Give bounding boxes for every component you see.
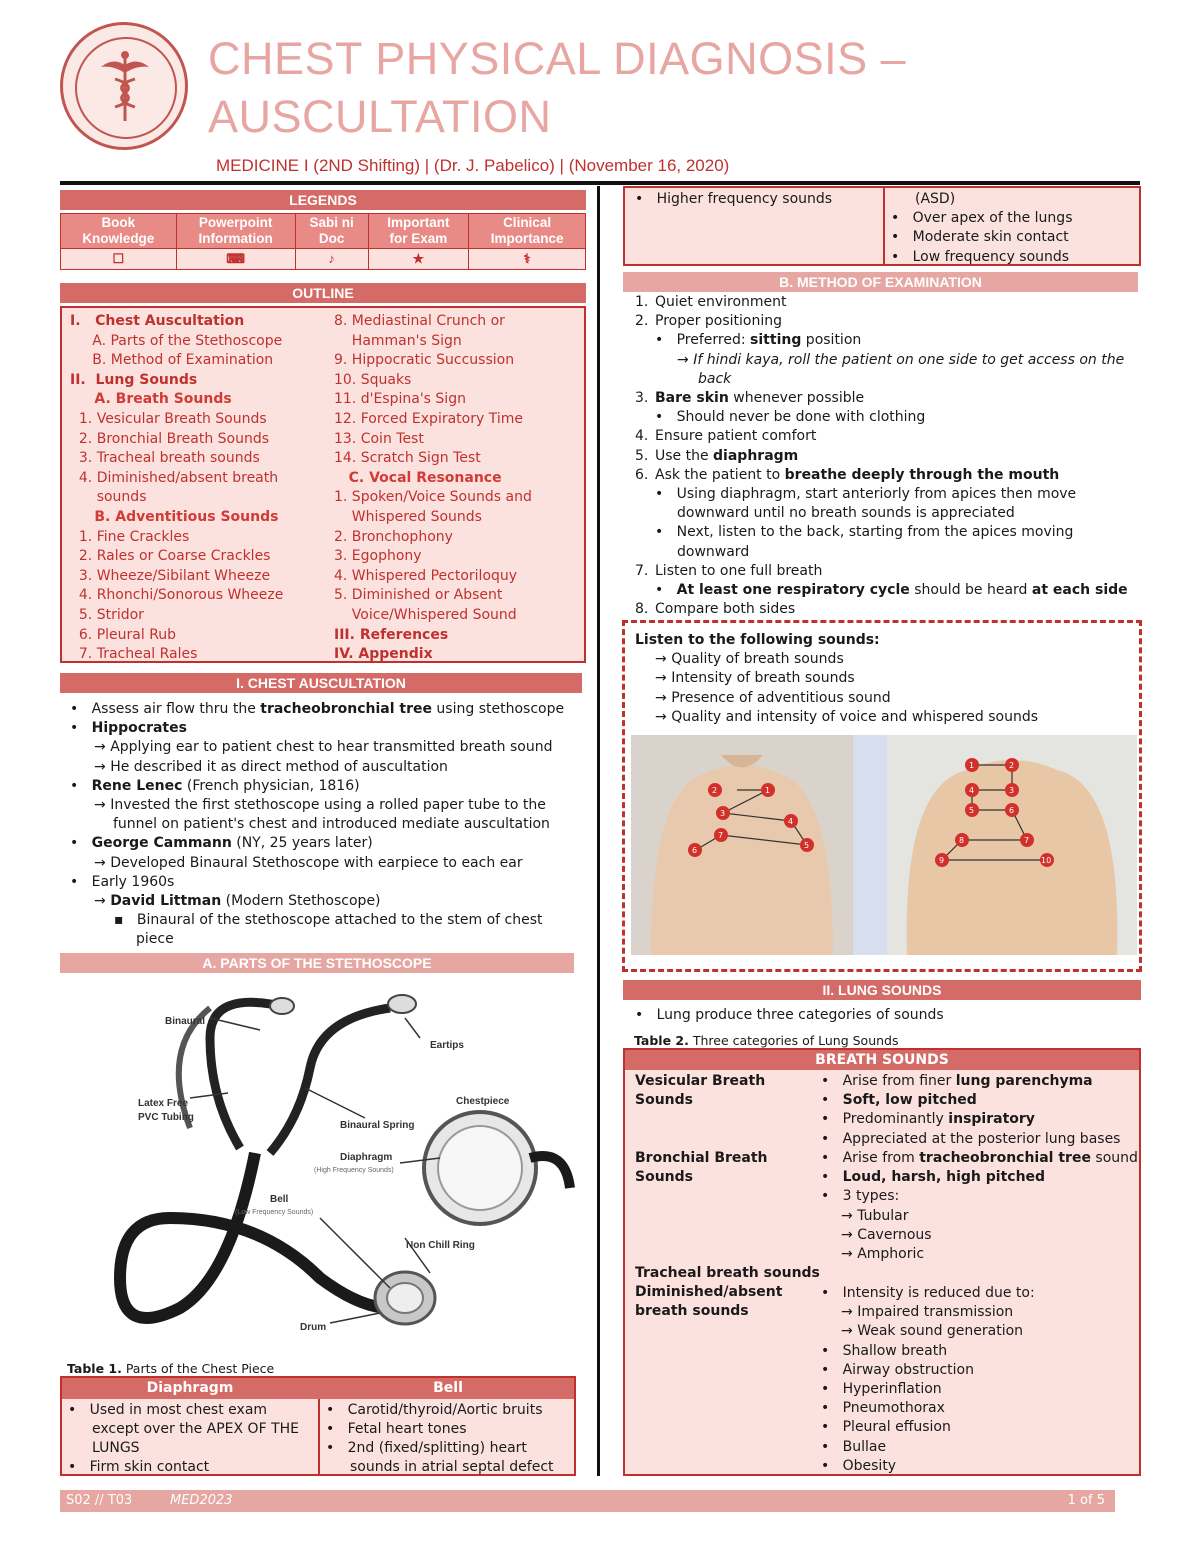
table1 [60,1376,576,1476]
list-item: → David Littman (Modern Stethoscope) [94,893,381,910]
table1-diaphragm-cell: • Used in most chest exam except over the APEX OF THE LUNGS • Firm skin contact [68,1402,299,1475]
outline-item: 6. Pleural Rub [70,626,177,643]
keyboard-icon: ⌨ [176,249,295,270]
legend-powerpoint: Powerpoint Information [176,214,295,249]
label-diaphragm: Diaphragm [340,1152,393,1163]
outline-left-column [70,312,328,665]
list-item: → Quality of breath sounds [655,651,844,668]
table2-bronchial-label: Bronchial Breath Sounds [635,1150,768,1186]
list-item: 8. Compare both sides [635,601,796,618]
back-label-10: 10 [1041,856,1052,865]
outline-item: B. Adventitious Sounds [70,508,279,525]
method-body [635,293,1135,619]
table1-cont-divider [883,188,885,264]
outline-item: 3. Egophony [334,548,422,565]
outline-item: 1. Spoken/Voice Sounds and [334,489,532,506]
list-item: → If hindi kaya, roll the patient on one side to get access on the [677,351,1125,368]
back-label-2: 2 [1009,761,1015,770]
outline-item: 4. Whispered Pectoriloquy [334,567,518,584]
table2-bronchial-cell: • Arise from tracheobronchial tree sound • Loud, harsh, high pitched • 3 types: → Tubular → Cavernous → Amphoric [821,1150,1138,1263]
list-item: → Presence of adventitious sound [655,689,891,706]
list-item: downward until no breath sounds is appreciated [677,505,1015,522]
chest-auscultation-body [70,700,570,950]
outline-title: OUTLINE [60,283,586,303]
column-divider [597,186,600,1476]
caduceus-small-icon: ⚕ [469,249,586,270]
back-label-4: 4 [969,786,975,795]
list-item: → He described it as direct method of auscultation [94,758,448,775]
listen-box [622,620,1142,972]
outline-item: 5. Diminished or Absent [334,587,503,604]
list-item: • At least one respiratory cycle should be heard at each side [655,582,1128,599]
school-logo [60,22,188,150]
page-title: CHEST PHYSICAL DIAGNOSIS – AUSCULTATION [208,33,907,142]
list-item: → Developed Binaural Stethoscope with earpiece to each ear [94,854,523,871]
outline-item: 11. d'Espina's Sign [334,391,466,408]
list-item: → Invested the first stethoscope using a rolled paper tube to the [94,797,546,814]
footer-code: S02 // T03 [66,1493,133,1508]
list-item: • Rene Lenec (French physician, 1816) [70,777,360,794]
footer-batch: MED2023 [170,1493,233,1508]
outline-item: 1. Fine Crackles [70,528,190,545]
legends-table [60,213,586,270]
legend-sabi-ni-doc: Sabi ni Doc [295,214,368,249]
label-non-chill-ring: Non Chill Ring [406,1240,475,1251]
outline-item: sounds [70,489,147,506]
outline-item: IV. Appendix [334,646,433,663]
label-eartips: Eartips [430,1040,464,1051]
outline-item: 2. Bronchophony [334,528,453,545]
table2-vesicular-label: Vesicular Breath Sounds [635,1073,766,1109]
outline-item: 2. Bronchial Breath Sounds [70,430,270,447]
outline-item: Hamman's Sign [334,332,462,349]
list-item: • Next, listen to the back, starting from the apices moving [655,524,1074,541]
image-gap [853,735,887,955]
front-label-1: 1 [765,786,771,795]
back-label-6: 6 [1009,806,1015,815]
header-rule [60,181,1140,185]
front-label-6: 6 [692,846,698,855]
list-item: downward [677,543,750,560]
book-icon: ☐ [61,249,177,270]
listen-list: Listen to the following sounds: → Quality of breath sounds → Intensity of breath sounds → Presence of adventitious sound → Quality and intensity of voice and whispered sounds [635,631,1135,727]
list-item: 5. Use the diaphragm [635,447,799,464]
front-label-2: 2 [712,786,718,795]
table1-cont-bell: (ASD) • Over apex of the lungs • Moderate skin contact • Low frequency sounds [891,191,1073,265]
back-label-7: 7 [1024,836,1030,845]
stethoscope-diagram [60,978,576,1358]
star-icon: ★ [368,249,469,270]
back-label-1: 1 [969,761,975,770]
list-item: 7. Listen to one full breath [635,562,823,579]
anterior-chest-image [631,735,853,955]
outline-item: A. Parts of the Stethoscope [70,332,283,349]
back-label-8: 8 [959,836,965,845]
label-binaural-spring: Binaural Spring [340,1120,415,1131]
outline-item: 14. Scratch Sign Test [334,450,481,467]
outline-item: 4. Diminished/absent breath [70,469,279,486]
back-label-3: 3 [1009,786,1015,795]
list-item: • Hippocrates [70,720,187,737]
back-label-9: 9 [939,856,945,865]
outline-item: II. Lung Sounds [70,371,198,388]
list-item: • Using diaphragm, start anteriorly from apices then move [655,486,1077,503]
table1-cont-diaphragm: • Higher frequency sounds [635,191,833,207]
legends-title: LEGENDS [60,190,586,210]
list-item: • George Cammann (NY, 25 years later) [70,835,373,852]
posterior-chest-image [887,735,1137,955]
table2-caption: Table 2. Three categories of Lung Sounds [634,1033,899,1048]
music-note-icon: ♪ [295,249,368,270]
label-chestpiece: Chestpiece [456,1096,510,1107]
front-label-7: 7 [718,831,724,840]
list-item: • Assess air flow thru the tracheobronchial tree using stethoscope [70,701,565,717]
outline-item: 10. Squaks [334,371,412,388]
page-footer [60,1490,1115,1512]
label-latex-line1: Latex Free [138,1098,189,1109]
table1-continued [623,186,1141,266]
legend-important: Important for Exam [368,214,469,249]
footer-page-number: 1 of 5 [1067,1493,1105,1508]
outline-item: 12. Forced Expiratory Time [334,410,523,427]
table1-bell-cell: • Carotid/thyroid/Aortic bruits • Fetal heart tones • 2nd (fixed/splitting) heart sounds in atrial septal defect [326,1402,554,1475]
list-item: 1. Quiet environment [635,294,787,310]
outline-item: A. Breath Sounds [70,391,232,408]
outline-item: 2. Rales or Coarse Crackles [70,548,271,565]
section-chest-auscultation-title: I. CHEST AUSCULTATION [60,673,582,693]
list-item: 6. Ask the patient to breathe deeply through the mouth [635,466,1060,483]
legend-book: Book Knowledge [61,214,177,249]
table1-header: Diaphragm Bell [62,1378,574,1399]
outline-right-column [334,312,582,665]
outline-item: 5. Stridor [70,606,144,623]
table2-diminished-cell: • Intensity is reduced due to: → Impaired transmission → Weak sound generation • Shallow breath • Airway obstruction • Hyperinflation • Pneumothorax • Pleural effusion • Bullae • Obesity [821,1285,1035,1474]
table2 [623,1048,1141,1476]
outline-item: Voice/Whispered Sound [334,606,517,623]
table2-header: BREATH SOUNDS [625,1050,1139,1070]
outline-item: I. Chest Auscultation [70,313,245,329]
front-label-3: 3 [720,809,726,818]
outline-item: 3. Wheeze/Sibilant Wheeze [70,567,271,584]
outline-item: III. References [334,626,449,643]
caduceus-icon [97,49,153,125]
outline-item: 4. Rhonchi/Sonorous Wheeze [70,587,284,604]
list-item: ▪ Binaural of the stethoscope attached to the stem of chest [114,912,543,929]
outline-item: 8. Mediastinal Crunch or [334,313,505,329]
list-item: • Preferred: sitting position [655,332,862,349]
list-item: 3. Bare skin whenever possible [635,390,865,407]
list-item: 2. Proper positioning [635,313,783,330]
list-item: → Applying ear to patient chest to hear transmitted breath sound [94,739,553,756]
table2-vesicular-cell: • Arise from finer lung parenchyma • Soft, low pitched • Predominantly inspiratory • Appreciated at the posterior lung bases [821,1073,1121,1147]
outline-item: Whispered Sounds [334,508,482,525]
label-drum: Drum [300,1322,327,1333]
list-item: 4. Ensure patient comfort [635,428,817,445]
list-item: back [698,370,732,387]
section-lung-sounds-title: II. LUNG SOUNDS [623,980,1141,1000]
section-method-title: B. METHOD OF EXAMINATION [623,272,1138,292]
table2-tracheal-dim-label: Tracheal breath sounds Diminished/absent breath sounds [635,1265,820,1320]
table1-divider [318,1399,320,1476]
front-label-5: 5 [804,841,810,850]
label-bell: Bell [270,1194,289,1205]
label-latex-line2: PVC Tubing [138,1112,194,1123]
list-item: • Early 1960s [70,873,175,890]
label-bell-sub: (Low Frequency Sounds) [235,1209,314,1216]
legend-clinical: Clinical Importance [469,214,586,249]
label-diaphragm-sub: (High Frequency Sounds) [314,1167,394,1174]
list-item: • Should never be done with clothing [655,409,926,426]
outline-item: 9. Hippocratic Succussion [334,352,515,369]
table1-caption: Table 1. Parts of the Chest Piece [67,1361,275,1376]
outline-item: 7. Tracheal Rales [70,646,198,663]
section-parts-title: A. PARTS OF THE STETHOSCOPE [60,953,574,973]
outline-item: B. Method of Examination [70,352,274,369]
outline-item: 1. Vesicular Breath Sounds [70,410,267,427]
outline-box [60,306,586,663]
list-item: piece [136,931,174,948]
label-binaural: Binaural [165,1016,206,1027]
outline-item: 3. Tracheal breath sounds [70,450,260,467]
outline-item: 13. Coin Test [334,430,424,447]
lung-sounds-intro: • Lung produce three categories of sounds [635,1007,944,1023]
list-item: → Intensity of breath sounds [655,670,855,687]
back-label-5: 5 [969,806,975,815]
outline-item: C. Vocal Resonance [334,469,502,486]
list-item: → Quality and intensity of voice and whispered sounds [655,708,1039,725]
front-label-4: 4 [788,817,794,826]
page-subtitle: MEDICINE I (2ND Shifting) | (Dr. J. Pabelico) | (November 16, 2020) [216,156,730,175]
list-item: funnel on patient's chest and introduced mediate auscultation [113,816,550,833]
